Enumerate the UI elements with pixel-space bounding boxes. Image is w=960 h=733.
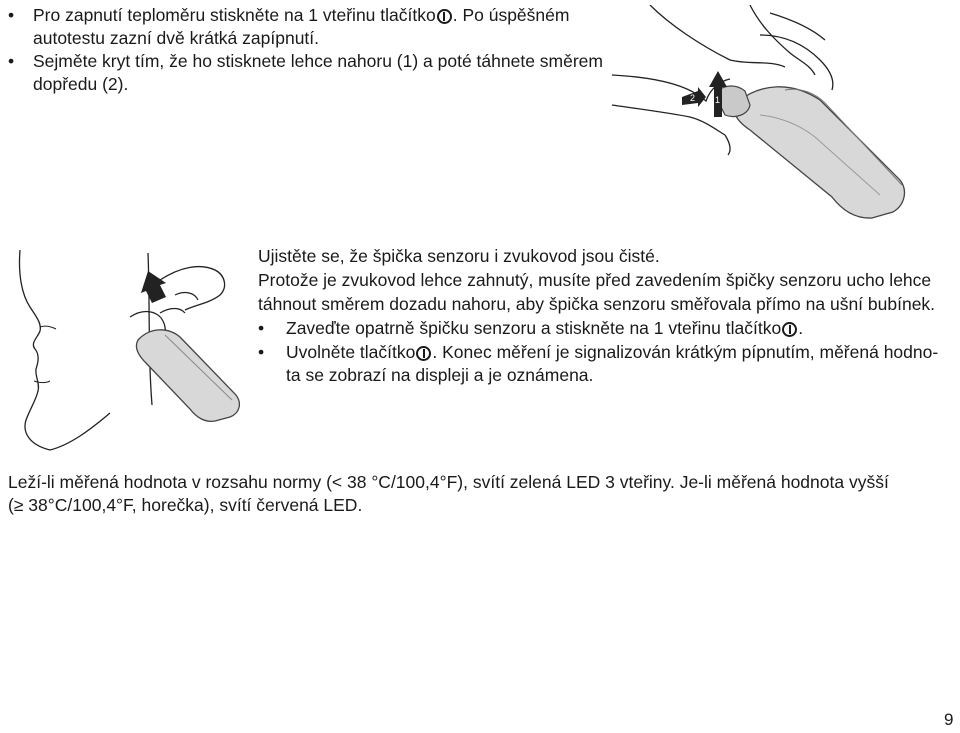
bullet1-line1 <box>33 4 569 27</box>
bullet1-line2: autotestu zazní dvě krátká zapípnutí. <box>33 28 320 48</box>
bullet1-text-end: . Po úspěšném <box>452 5 570 25</box>
power-button-icon <box>416 346 431 361</box>
power-button-icon <box>782 322 797 337</box>
explanation-line2: táhnout směrem dozadu nahoru, aby špička senzoru směřovala přímo na ušní bubínek. <box>258 294 936 314</box>
bullet-marker: • <box>8 5 15 25</box>
power-button-icon <box>437 9 452 24</box>
page-number: 9 <box>944 710 954 729</box>
cap-removal-illustration <box>610 5 910 220</box>
bullet3-text: Zaveďte opatrně špičku senzoru a stiskněte na 1 vteřinu tlačítko <box>286 318 782 338</box>
bullet2-line1: Sejměte kryt tím, že ho stisknete lehce nahoru (1) a poté táhnete směrem <box>33 51 603 71</box>
check-clean-line: Ujistěte se, že špička senzoru i zvukovod jsou čisté. <box>258 246 660 266</box>
led-result-line2: (≥ 38°C/100,4°F, horečka), svítí červená LED. <box>8 495 363 515</box>
bullet4-line1 <box>286 341 938 364</box>
label-2: 2 <box>690 93 696 103</box>
bullet-marker: • <box>8 51 15 71</box>
explanation-line1: Protože je zvukovod lehce zahnutý, musíte před zavedením špičky senzoru ucho lehce <box>258 270 932 290</box>
led-result-line1: Leží-li měřená hodnota v rozsahu normy (< 38 °C/100,4°F), svítí zelená LED 3 vteřiny. Je-li měřená hodnota vyšší <box>8 472 889 492</box>
bullet4-end: . Konec měření je signalizován krátkým pípnutím, měřená hodno- <box>432 342 939 362</box>
bullet3-end: . <box>798 318 804 338</box>
bullet4-line2: ta se zobrazí na displeji a je oznámena. <box>286 365 594 385</box>
ear-measurement-illustration <box>0 245 245 465</box>
bullet2-line2: dopředu (2). <box>33 74 129 94</box>
bullet1-text: Pro zapnutí teploměru stiskněte na 1 vteřinu tlačítko <box>33 5 436 25</box>
bullet-marker: • <box>258 318 265 338</box>
label-1: 1 <box>715 95 721 105</box>
bullet4-start: Uvolněte tlačítko <box>286 342 416 362</box>
bullet3-line <box>286 317 803 340</box>
bullet-marker: • <box>258 342 265 362</box>
